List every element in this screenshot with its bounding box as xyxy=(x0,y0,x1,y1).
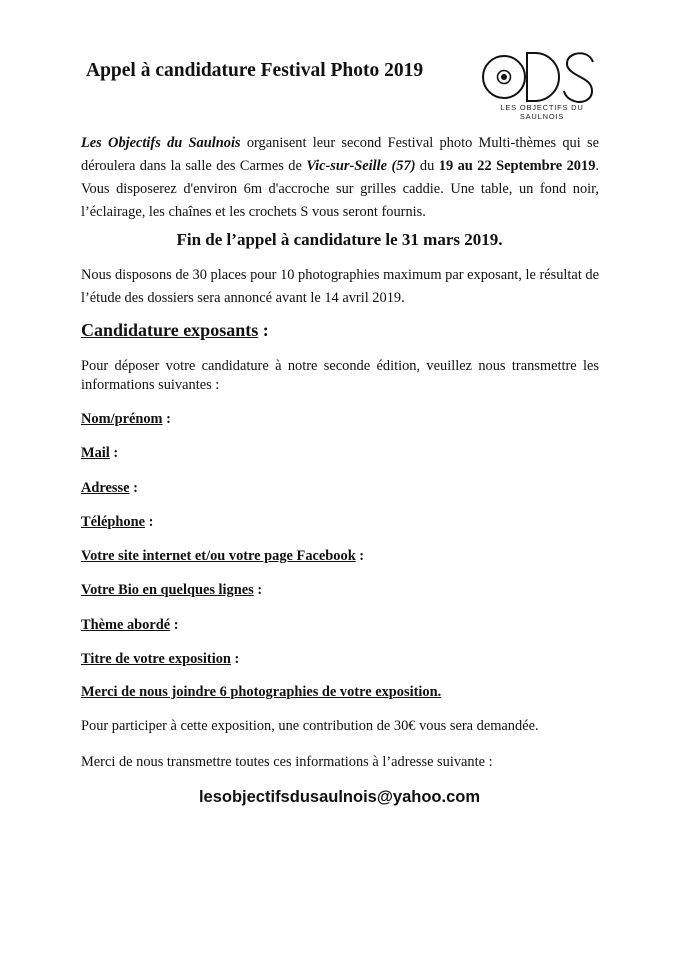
field-bio: Votre Bio en quelques lignes : xyxy=(81,582,263,598)
field-theme: Thème abordé : xyxy=(81,617,179,633)
places-paragraph: Nous disposons de 30 places pour 10 photographies maximum par exposant, le résultat de l’étude des dossiers sera annoncé avant le 14 avril 2019. xyxy=(81,267,599,306)
field-mail: Mail : xyxy=(81,445,119,461)
transmit-text: Merci de nous transmettre toutes ces informations à l’adresse suivante : xyxy=(81,754,493,770)
field-nom-prenom: Nom/prénom : xyxy=(81,411,171,427)
field-telephone: Téléphone : xyxy=(81,514,154,530)
deadline-heading: Fin de l’appel à candidature le 31 mars 2019. xyxy=(176,230,503,249)
place-name: Vic-sur-Seille (57) xyxy=(306,158,416,174)
section-intro: Pour déposer votre candidature à notre seconde édition, veuillez nous transmettre les informations suivantes : xyxy=(81,358,599,393)
field-site-internet: Votre site internet et/ou votre page Facebook : xyxy=(81,548,365,564)
document-title: Appel à candidature Festival Photo 2019 xyxy=(86,60,424,81)
field-titre-exposition: Titre de votre exposition : xyxy=(81,651,240,667)
intro-paragraph: Les Objectifs du Saulnois organisent leur second Festival photo Multi-thèmes qui se déroulera dans la salle des Carmes de Vic-sur-Seille (57) du 19 au 22 Septembre 2019. Vous disposerez d'environ 6m d'accroche sur grilles caddie. Une table, un fond noir, l’éclairage, les chaînes et les crochets S vous seront fournis. xyxy=(81,135,599,220)
contribution-text: Pour participer à cette exposition, une contribution de 30€ vous sera demandée. xyxy=(81,718,539,734)
contact-email: lesobjectifsdusaulnois@yahoo.com xyxy=(198,788,481,806)
field-adresse: Adresse : xyxy=(81,480,138,496)
festival-dates: 19 au 22 Septembre 2019 xyxy=(438,158,596,174)
org-name: Les Objectifs du Saulnois xyxy=(81,135,241,151)
section-title: Candidature exposants : xyxy=(81,320,269,340)
field-photographies: Merci de nous joindre 6 photographies de votre exposition. xyxy=(81,684,442,700)
logo-subtitle: LES OBJECTIFS DU SAULNOIS xyxy=(500,103,584,121)
